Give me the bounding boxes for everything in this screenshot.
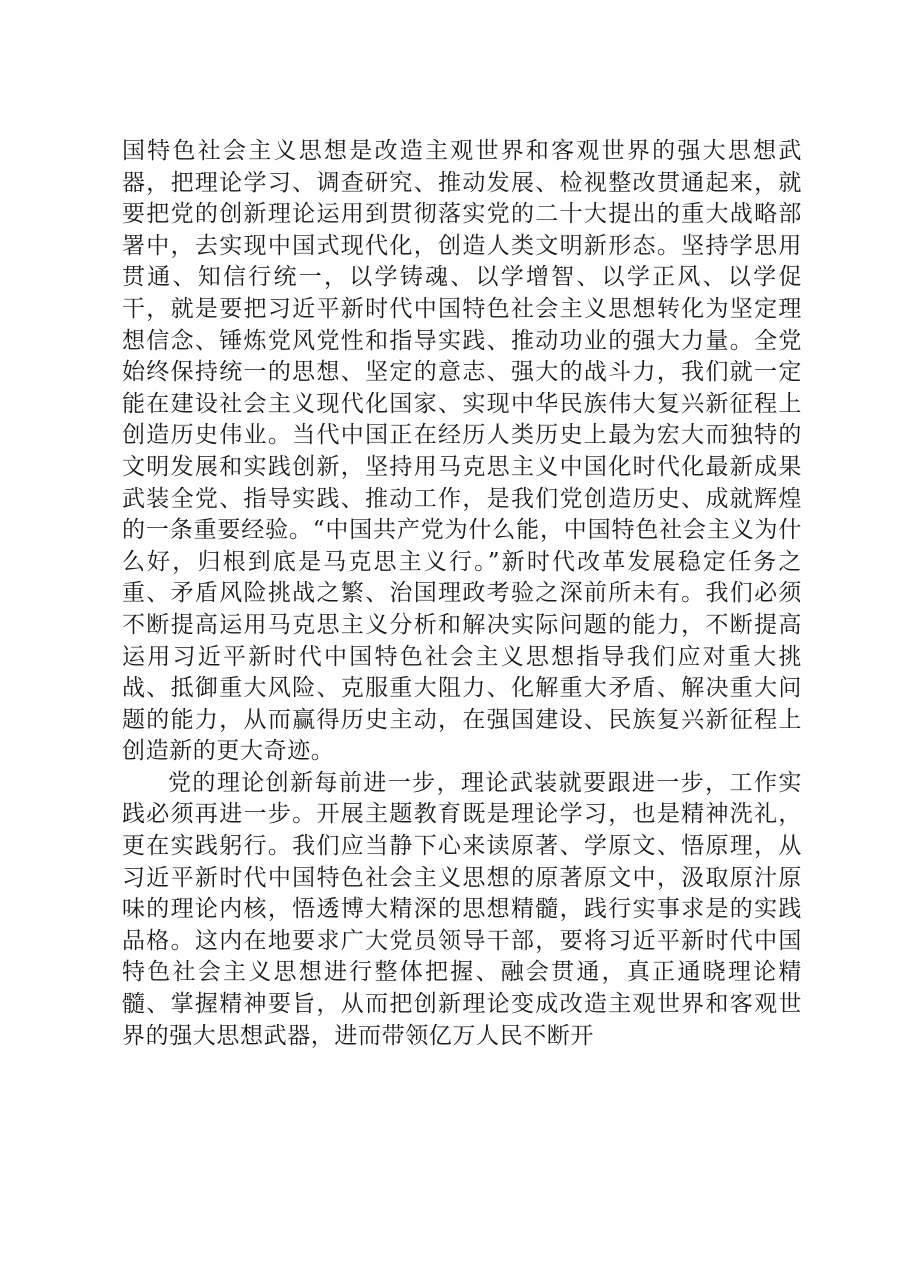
- document-body: [122, 136, 802, 1052]
- paragraph-continuation: 国特色社会主义思想是改造主观世界和客观世界的强大思想武器，把理论学习、调查研究、推动发展、检视整改贯通起来，就要把党的创新理论运用到贯彻落实党的二十大提出的重大战略部署中，去实现中国式现代化，创造人类文明新形态。坚持学思用贯通、知信行统一，以学铸魂、以学增智、以学正风、以学促干，就是要把习近平新时代中国特色社会主义思想转化为坚定理想信念、锤炼党风党性和指导实践、推动功业的强大力量。全党始终保持统一的思想、坚定的意志、强大的战斗力，我们就一定能在建设社会主义现代化国家、实现中华民族伟大复兴新征程上创造历史伟业。当代中国正在经历人类历史上最为宏大而独特的文明发展和实践创新，坚持用马克思主义中国化时代化最新成果武装全党、指导实践、推动工作，是我们党创造历史、成就辉煌的一条重要经验。“中国共产党为什么能，中国特色社会主义为什么好，归根到底是马克思主义行。”新时代改革发展稳定任务之重、矛盾风险挑战之繁、治国理政考验之深前所未有。我们必须不断提高运用马克思主义分析和解决实际问题的能力，不断提高运用习近平新时代中国特色社会主义思想指导我们应对重大挑战、抵御重大风险、克服重大阻力、化解重大矛盾、解决重大问题的能力，从而赢得历史主动，在强国建设、民族复兴新征程上创造新的更大奇迹。: [122, 138, 802, 765]
- paragraph-theory-innovation: 党的理论创新每前进一步，理论武装就要跟进一步，工作实践必须再进一步。开展主题教育既是理论学习，也是精神洗礼，更在实践躬行。我们应当静下心来读原著、学原文、悟原理，从习近平新时代中国特色社会主义思想的原著原文中，汲取原汁原味的理论内核，悟透博大精深的思想精髓，践行实事求是的实践品格。这内在地要求广大党员领导干部，要将习近平新时代中国特色社会主义思想进行整体把握、融会贯通，真正通晓理论精髓、掌握精神要旨，从而把创新理论变成改造主观世界和客观世界的强大思想武器，进而带领亿万人民不断开: [122, 769, 802, 1049]
